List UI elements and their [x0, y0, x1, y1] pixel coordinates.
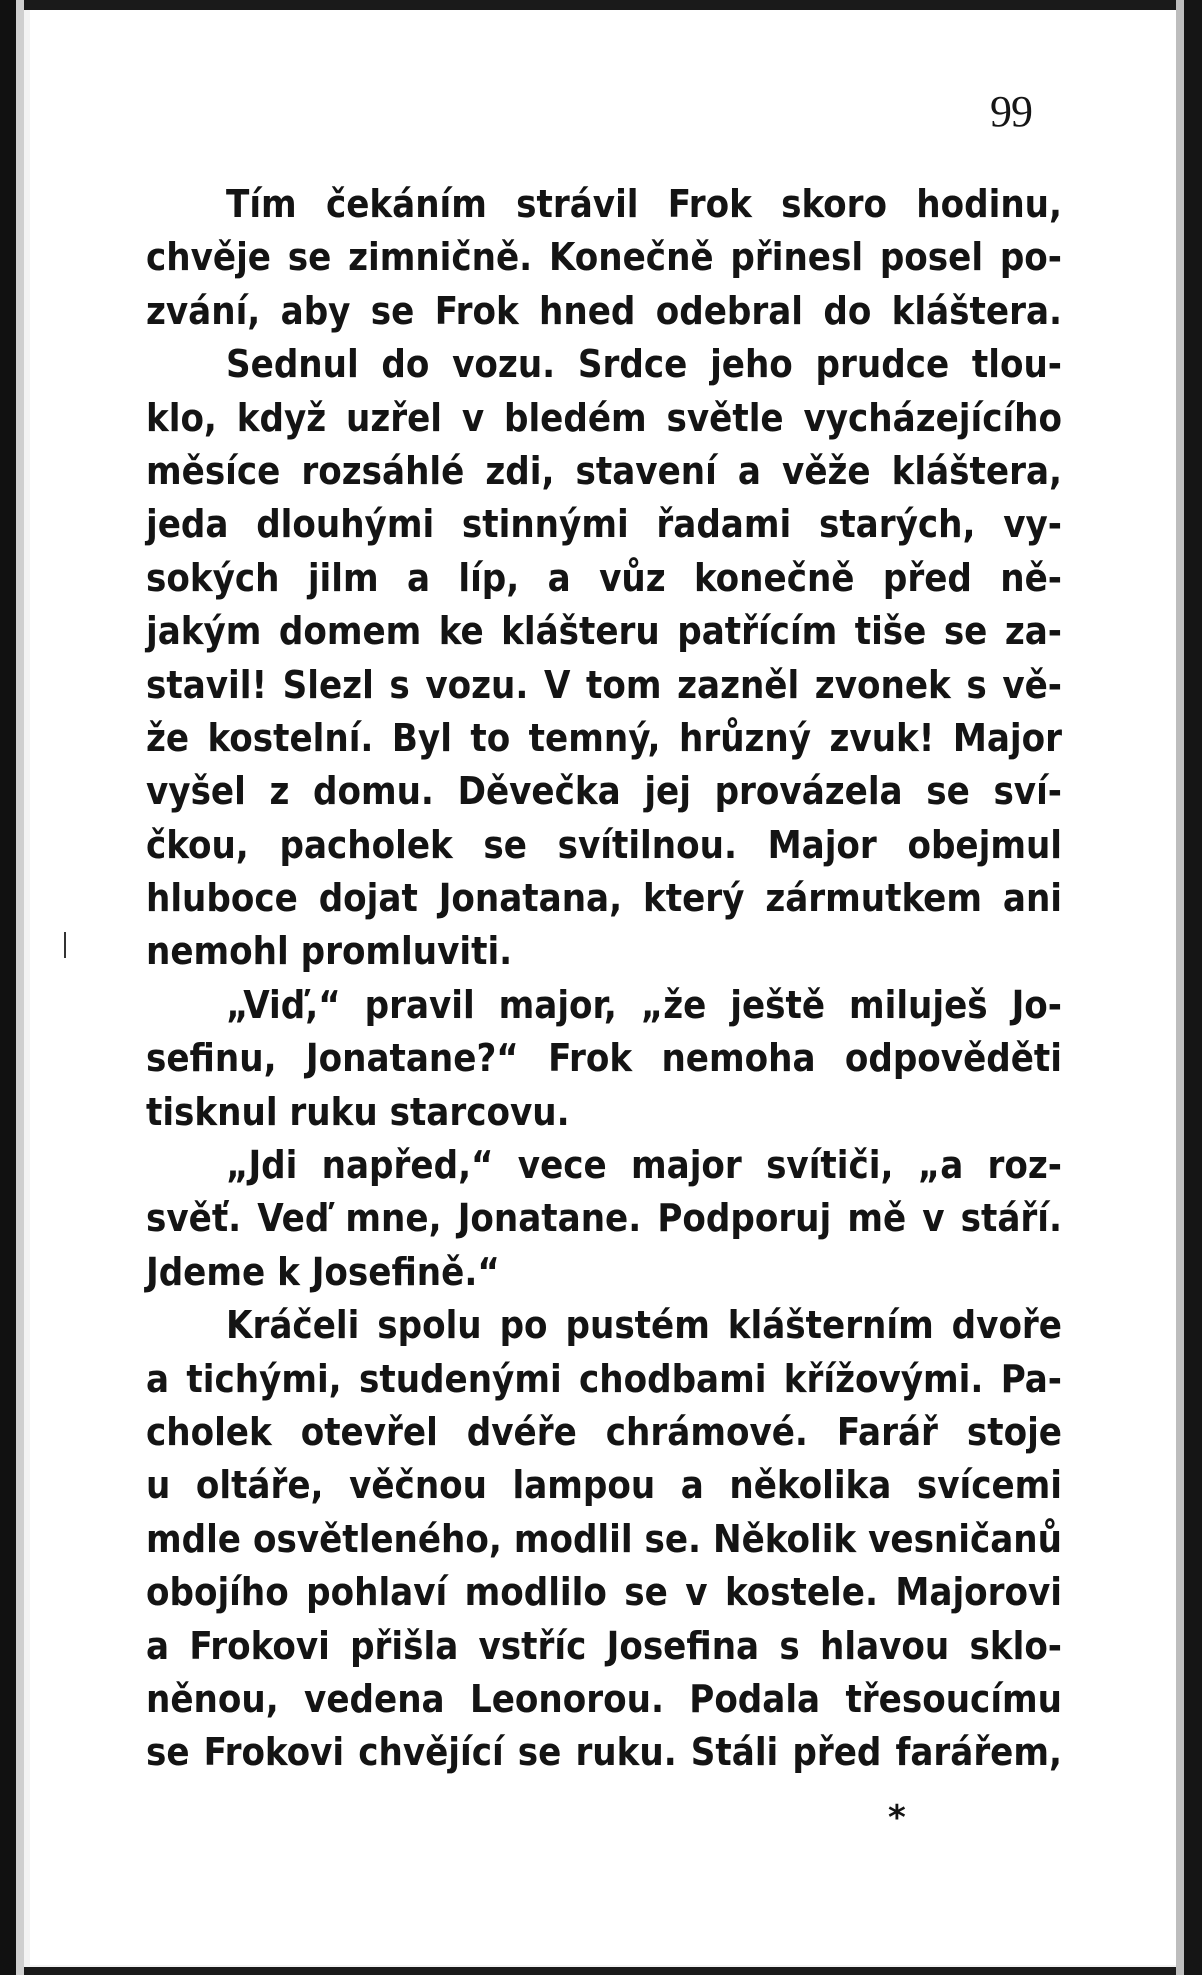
text-line: svěť. Veď mne, Jonatane. Podporuj mě v stáří. [146, 1196, 1062, 1241]
text-line: se Frokovi chvějící se ruku. Stáli před farářem, [146, 1730, 1062, 1775]
body-text [146, 178, 1062, 1780]
scan-edge-left-shadow [16, 0, 24, 1975]
text-line: „Jdi napřed,“ vece major svítiči, „a roz- [226, 1143, 1062, 1188]
text-line: klo, když uzřel v bledém světle vycházejícího [146, 395, 1062, 440]
text-line: chvěje se zimničně. Konečně přinesl posel po- [146, 235, 1062, 280]
text-line: jeda dlouhými stinnými řadami starých, vy- [146, 502, 1062, 547]
text-line: cholek otevřel dvéře chrámové. Farář stoje [146, 1409, 1062, 1454]
text-line: jakým domem ke klášteru patřícím tiše se za- [146, 609, 1062, 654]
text-line: a tichými, studenými chodbami křížovými. Pa- [146, 1356, 1062, 1401]
text-line: sokých jilm a líp, a vůz konečně před ně- [146, 555, 1062, 600]
signature-mark: * [888, 1798, 906, 1838]
text-line: tisknul ruku starcovu. [146, 1089, 570, 1134]
text-line: obojího pohlaví modlilo se v kostele. Majorovi [146, 1570, 1062, 1615]
text-line: a Frokovi přišla vstříc Josefina s hlavou sklo- [146, 1623, 1062, 1668]
text-line: Sednul do vozu. Srdce jeho prudce tlou- [226, 342, 1062, 387]
book-page [30, 10, 1176, 1965]
text-line: Tím čekáním strávil Frok skoro hodinu, [226, 182, 1062, 226]
text-line: vyšel z domu. Děvečka jej provázela se sví- [146, 769, 1062, 814]
page-number: 99 [990, 87, 1032, 136]
text-line: stavil! Slezl s vozu. V tom zazněl zvonek s vě- [146, 662, 1062, 707]
text-line: u oltáře, věčnou lampou a několika svícemi [146, 1463, 1062, 1508]
scan-edge-bottom [0, 1967, 1202, 1975]
text-line: sefinu, Jonatane?“ Frok nemoha odpověděti [146, 1036, 1062, 1081]
text-line: že kostelní. Byl to temný, hrůzný zvuk! Major [146, 715, 1062, 760]
text-line: Jdeme k Josefině.“ [146, 1249, 500, 1294]
text-line: něnou, vedena Leonorou. Podala třesoucímu [146, 1676, 1062, 1721]
scan-edge-right [1184, 0, 1202, 1975]
scan-edge-right-shadow [1176, 0, 1184, 1975]
text-line: čkou, pacholek se svítilnou. Major obejmul [146, 822, 1062, 867]
scan-edge-left [0, 0, 16, 1975]
text-line: hluboce dojat Jonatana, který zármutkem ani [146, 876, 1062, 921]
text-line: „Viď,“ pravil major, „že ještě miluješ Jo- [226, 982, 1062, 1027]
text-line: měsíce rozsáhlé zdi, stavení a věže kláštera, [146, 448, 1062, 493]
text-line: mdle osvětleného, modlil se. Několik vesničanů [146, 1516, 1062, 1561]
margin-mark [64, 932, 66, 958]
scan-edge-top [0, 0, 1202, 10]
text-line: Kráčeli spolu po pustém klášterním dvoře [226, 1303, 1062, 1348]
text-line: zvání, aby se Frok hned odebral do kláštera. [146, 288, 1062, 333]
text-line: nemohl promluviti. [146, 929, 513, 974]
